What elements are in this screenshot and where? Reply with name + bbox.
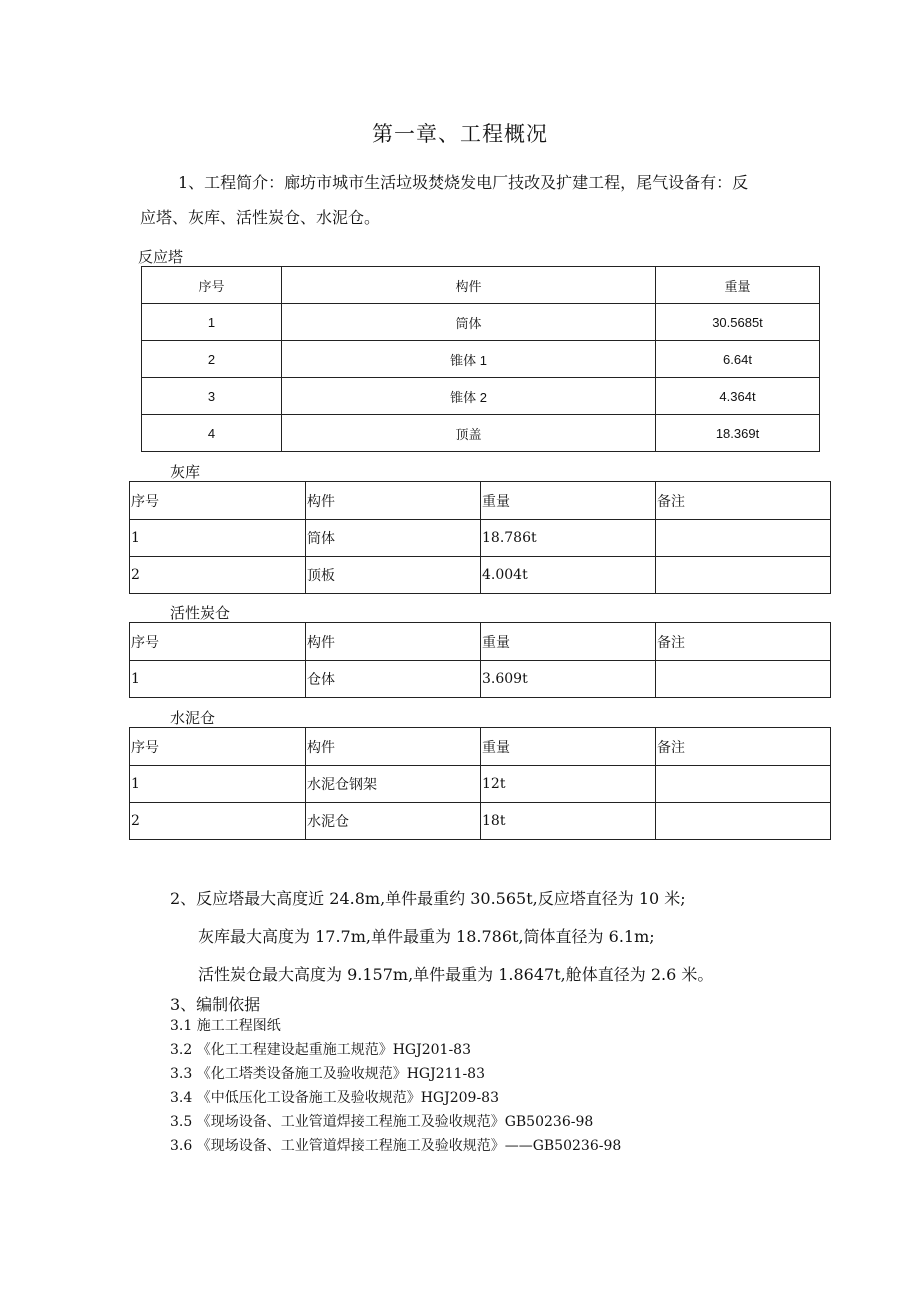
table-row [142, 415, 820, 452]
table-cell [656, 766, 831, 803]
spec-line: 2、反应塔最大高度近 24.8m,单件最重约 30.565t,反应塔直径为 10 米; [170, 889, 686, 908]
basis-item: 3.1 施工工程图纸 [170, 1018, 281, 1034]
basis-heading: 3、编制依据 [170, 995, 261, 1014]
header-cell: 构件 [306, 728, 481, 766]
table-caption-ash-silo: 灰库 [170, 463, 201, 481]
table-cell [656, 661, 831, 698]
table-cell: 6.64t [656, 341, 820, 378]
table-cell: 顶板 [306, 557, 481, 594]
cement-silo-table [129, 727, 831, 840]
table-cell: 4.364t [656, 378, 820, 415]
basis-item: 3.2 《化工工程建设起重施工规范》HGJ201-83 [170, 1042, 471, 1058]
table-cell: 1 [130, 661, 306, 698]
header-cell: 重量 [481, 482, 656, 520]
table-cell: 4.004t [481, 557, 656, 594]
table-cell: 2 [130, 557, 306, 594]
table-cell: 水泥仓钢架 [306, 766, 481, 803]
header-cell: 构件 [282, 267, 656, 304]
intro-line-1: 1、工程简介：廊坊市城市生活垃圾焚烧发电厂技改及扩建工程，尾气设备有：反 [178, 173, 749, 192]
table-cell: 4 [142, 415, 282, 452]
intro-line-2: 应塔、灰库、活性炭仓、水泥仓。 [140, 208, 381, 227]
table-caption-carbon-silo: 活性炭仓 [170, 604, 231, 622]
table-row [142, 304, 820, 341]
table-header-row [130, 482, 831, 520]
table-row [142, 378, 820, 415]
table-row [142, 341, 820, 378]
table-cell: 2 [130, 803, 306, 840]
table-row [130, 557, 831, 594]
table-header-row [130, 728, 831, 766]
header-cell: 序号 [130, 728, 306, 766]
spec-line: 活性炭仓最大高度为 9.157m,单件最重为 1.8647t,舱体直径为 2.6 米。 [198, 965, 714, 984]
table-row [130, 661, 831, 698]
table-cell: 水泥仓 [306, 803, 481, 840]
spec-line: 灰库最大高度为 17.7m,单件最重为 18.786t,筒体直径为 6.1m; [198, 927, 655, 946]
header-cell: 重量 [481, 728, 656, 766]
table-row [130, 520, 831, 557]
reaction-tower-table [141, 266, 820, 452]
header-cell: 重量 [656, 267, 820, 304]
table-cell: 12t [481, 766, 656, 803]
table-caption-reaction-tower: 反应塔 [138, 248, 184, 266]
header-cell: 构件 [306, 623, 481, 661]
header-cell: 重量 [481, 623, 656, 661]
table-cell: 3 [142, 378, 282, 415]
table-cell: 3.609t [481, 661, 656, 698]
basis-item: 3.6 《现场设备、工业管道焊接工程施工及验收规范》——GB50236-98 [170, 1138, 622, 1154]
table-cell: 30.5685t [656, 304, 820, 341]
table-row [130, 803, 831, 840]
basis-item: 3.3 《化工塔类设备施工及验收规范》HGJ211-83 [170, 1066, 485, 1082]
table-cell: 筒体 [306, 520, 481, 557]
table-cell: 1 [130, 766, 306, 803]
header-cell: 备注 [656, 728, 831, 766]
table-row [130, 766, 831, 803]
table-cell: 锥体 2 [282, 378, 656, 415]
table-cell [656, 803, 831, 840]
table-cell [656, 520, 831, 557]
ash-silo-table [129, 481, 831, 594]
table-cell: 1 [142, 304, 282, 341]
header-cell: 备注 [656, 482, 831, 520]
page-title: 第一章、工程概况 [372, 122, 548, 146]
header-cell: 序号 [130, 623, 306, 661]
table-cell: 仓体 [306, 661, 481, 698]
table-cell: 1 [130, 520, 306, 557]
table-cell: 顶盖 [282, 415, 656, 452]
basis-item: 3.4 《中低压化工设备施工及验收规范》HGJ209-83 [170, 1090, 499, 1106]
table-cell [656, 557, 831, 594]
header-cell: 构件 [306, 482, 481, 520]
table-cell: 锥体 1 [282, 341, 656, 378]
table-header-row [130, 623, 831, 661]
table-cell: 18.369t [656, 415, 820, 452]
table-header-row [142, 267, 820, 304]
table-caption-cement-silo: 水泥仓 [170, 709, 216, 727]
table-cell: 筒体 [282, 304, 656, 341]
carbon-silo-table [129, 622, 831, 698]
header-cell: 序号 [130, 482, 306, 520]
header-cell: 备注 [656, 623, 831, 661]
table-cell: 2 [142, 341, 282, 378]
table-cell: 18.786t [481, 520, 656, 557]
header-cell: 序号 [142, 267, 282, 304]
table-cell: 18t [481, 803, 656, 840]
basis-item: 3.5 《现场设备、工业管道焊接工程施工及验收规范》GB50236-98 [170, 1114, 594, 1130]
